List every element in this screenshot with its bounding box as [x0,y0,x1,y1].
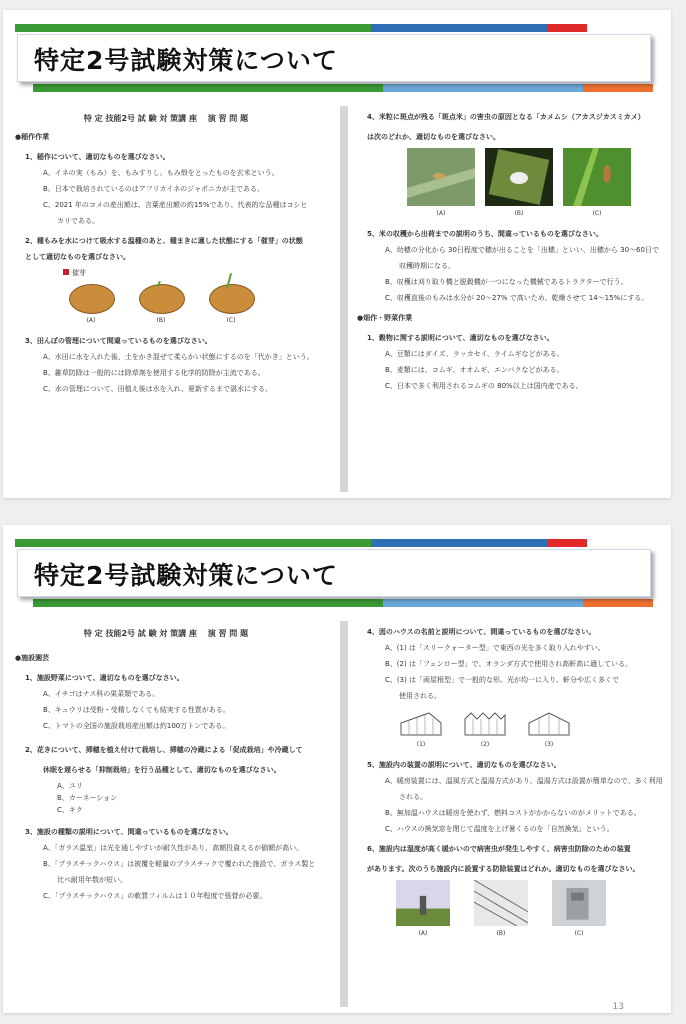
accent-bar-bottom-orange [583,599,653,607]
photo-a-label: (A) [418,930,428,937]
device-photo-b [467,880,535,926]
document-page-left [7,621,325,1007]
accent-bar-red [547,539,587,547]
red-square-icon [63,269,69,275]
option-b: B、キュウリは受粉・受精しなくても結実する性質がある。 [43,706,230,714]
page-divider [340,621,348,1007]
question-1: 1、稲作について、適切なものを選びなさい。 [25,153,170,161]
insect-photo-a [407,148,475,206]
device-photos [389,880,667,939]
slide-2 [3,525,671,1013]
sprout-icon [157,281,160,287]
question-4: 4、米粒に斑点が残る「斑点米」の害虫の原因となる「カメムシ（アカスジカスミカメ） [367,113,645,121]
accent-bar-bottom-blue [383,84,583,92]
slide-title: 特定2号試験対策について [34,46,338,75]
option-a: A、(1) は「スリークォーター型」で東西の光を多く取り入れやすい。 [385,644,605,652]
device-photo-c [545,880,613,926]
section-heading: ●畑作・野菜作業 [357,314,413,322]
seed-a [69,284,115,326]
photo-b-label: (B) [514,210,524,217]
question-3: 3、田んぼの管理について間違っているものを選びなさい。 [25,337,212,345]
option-c: C、水の管理について、田植え後は水を入れ、夏新するまで湛水にする。 [43,385,273,393]
photo-c [563,148,631,219]
seed-icon [69,284,115,314]
seed-a-label: (A) [86,317,96,324]
slide-title: 特定2号試験対策について [34,561,338,590]
accent-bar-bottom-orange [583,84,653,92]
photo-a [389,880,457,939]
question-5: 5、米の収穫から出荷までの説明のうち、間違っているものを選びなさい。 [367,230,603,238]
question-2: 2、花きについて、挿穂を植え付けて栽培し、挿穂の冷蔵による「促成栽培」や冷蔵して [25,746,303,754]
accent-bar-green [15,539,375,547]
option-b: B、麦類には、コムギ、オオムギ、エンバクなどがある。 [385,366,564,374]
option-c: C、「プラスチックハウス」の軟質フィルムは１０年程度で張替が必要。 [43,892,267,900]
option-c-continued: 使用される。 [399,692,441,700]
house-3 [527,709,571,750]
photo-c-label: (C) [592,210,602,217]
photo-a-label: (A) [436,210,446,217]
question-2-continued: 休眠を遅らせる「抑制栽培」を行う品種として、適切なものを選びなさい。 [43,766,281,774]
house-1-label: (1) [416,741,426,748]
photo-b [485,148,553,219]
seed-icon [139,284,185,314]
slide-1 [3,10,671,498]
option-b-continued: 比べ耐用年数が短い。 [57,876,127,884]
section-heading: ●施設園芸 [15,654,50,662]
question-2: 2、種もみを水につけて吸水する温種のあと、種まきに適した状態にする「催芽」の状態 [25,237,303,245]
doc-title: 特 定 技能2号 試 験 対 策講 座 演 習 問 題 [83,114,249,123]
page-divider [340,106,348,492]
seed-b-label: (B) [156,317,166,324]
section-heading: ●稲作作業 [15,133,50,141]
option-a: A、豆類にはダイズ、ラッカセイ、ライムギなどがある。 [385,350,564,358]
option-c: C、2021 年のコメの産出額は、言葉産出額の約15%であり、代表的な品種はコシヒ [43,201,308,209]
seed-c-label: (C) [226,317,236,324]
accent-bar-bottom-green [33,84,383,92]
seed-c [209,284,255,326]
page-number: 13 [612,1002,624,1012]
house-3-label: (3) [544,741,554,748]
question-2-continued: として適切なものを選びなさい。 [25,253,130,261]
accent-bar-red [547,24,587,32]
photo-a [407,148,475,219]
greenhouse-icon-3 [527,709,571,737]
option-a: A、ユリ [57,782,83,790]
seed-images [69,284,325,326]
option-b: B、無加温ハウスは暖房を使わず、燃料コストがかからないのがメリットである。 [385,809,641,817]
document-page-right [349,106,667,492]
accent-bar-bottom-green [33,599,383,607]
insect-photo-b [485,148,553,206]
question-3: 3、施設の種類の説明について、間違っているものを選びなさい。 [25,828,233,836]
option-b: B、カーネーション [57,794,118,802]
doc-title: 特 定 技能2号 試 験 対 策講 座 演 習 問 題 [83,629,249,638]
option-a: A、イチゴはナス科の果菜類である。 [43,690,160,698]
accent-bar-bottom-blue [383,599,583,607]
option-a-continued: される。 [399,793,427,801]
question-5: 5、施設内の装置の説明について、適切なものを選びなさい。 [367,761,561,769]
option-a: A、「ガラス温室」は光を通しやすいが耐久性があり、高額投資えるが価額が高い。 [43,844,304,852]
option-c: C、ハウスの換気窓を閉じて温度を上げ暑くるのを「自然換気」という。 [385,825,614,833]
option-a: A、水田に水を入れた後、土をかき混ぜて柔らかい状態にするのを「代かき」という。 [43,353,314,361]
question-4: 4、図のハウスの名前と説明について、間違っているものを選びなさい。 [367,628,596,636]
seed-b [139,284,185,326]
option-a: A、幼穂の分化から 30日程度で穂が出ることを「出穂」といい、出穂から 30～60日で [385,246,659,254]
option-a-continued: 収穫時期になる。 [399,262,455,270]
sprouting-label-text: 催芽 [72,269,86,277]
photo-b-label: (B) [496,930,506,937]
photo-c [545,880,613,939]
option-a: A、イネの実（もみ）を、もみすりし、もみ殻をとったものを玄米という。 [43,169,279,177]
option-a: A、暖房装置には、温風方式と温湯方式があり、温湯方式は設置が簡単なので、多く利用 [385,777,663,785]
seed-icon [209,284,255,314]
question-6: 6、施設内は湿度が高く暖かいので病害虫が発生しやすく、病害虫防除のための装置 [367,845,631,853]
option-c: C、トマトの全国の施設栽培産出額は約100万トンである。 [43,722,230,730]
greenhouse-icon-2 [463,709,507,737]
accent-bar-blue [371,539,549,547]
option-b: B、「プラスチックハウス」は被覆を軽量のプラスチックで覆われた施設で、ガラス製と [43,860,316,868]
photo-c-label: (C) [574,930,584,937]
greenhouse-icon-1 [399,709,443,737]
accent-bar-green [15,24,375,32]
option-b: B、雑草防除は一般的には除草剤を使用する化学的防除が主流である。 [43,369,265,377]
slide-title-box [17,34,651,82]
house-2-label: (2) [480,741,490,748]
question-4-continued: は次のどれか、適切なものを選びなさい。 [367,133,500,141]
document-page-right [349,621,667,1007]
accent-bar-blue [371,24,549,32]
question-6-continued: があります。次のうち施設内に設置する防除装置はどれか。適切なものを選びなさい。 [367,865,640,873]
option-b: B、収穫は刈り取り機と脱穀機が一つになった機械であるトラクターで行う。 [385,278,628,286]
option-c: C、日本で多く利用されるコムギの 80%以上は国内産である。 [385,382,583,390]
option-c: C、(3) は「両屋根型」で一般的な形。光が均一に入り、軒分や広く多くで [385,676,620,684]
insect-photos [407,148,667,219]
document-page-left [7,106,325,492]
option-b: B、(2) は「フェンロー型」で、オランダ方式で使用され高軒高に適している。 [385,660,633,668]
option-b: B、日本で栽培されているのはアフリカイネのジャポニカが主である。 [43,185,265,193]
option-c: C、キク [57,806,83,814]
insect-photo-c [563,148,631,206]
option-c: C、収穫直後のもみは水分が 20～27% で高いため、乾燥させて 14～15%にする。 [385,294,649,302]
house-2 [463,709,507,750]
device-photo-a [389,880,457,926]
question-6: 1、穀物に関する説明について、適切なものを選びなさい。 [367,334,554,342]
sprouting-label [63,268,325,278]
greenhouse-diagrams [399,709,667,750]
photo-b [467,880,535,939]
option-c-continued: カリである。 [57,217,99,225]
house-1 [399,709,443,750]
slide-title-box [17,549,651,597]
question-1: 1、施設野菜について、適切なものを選びなさい。 [25,674,184,682]
